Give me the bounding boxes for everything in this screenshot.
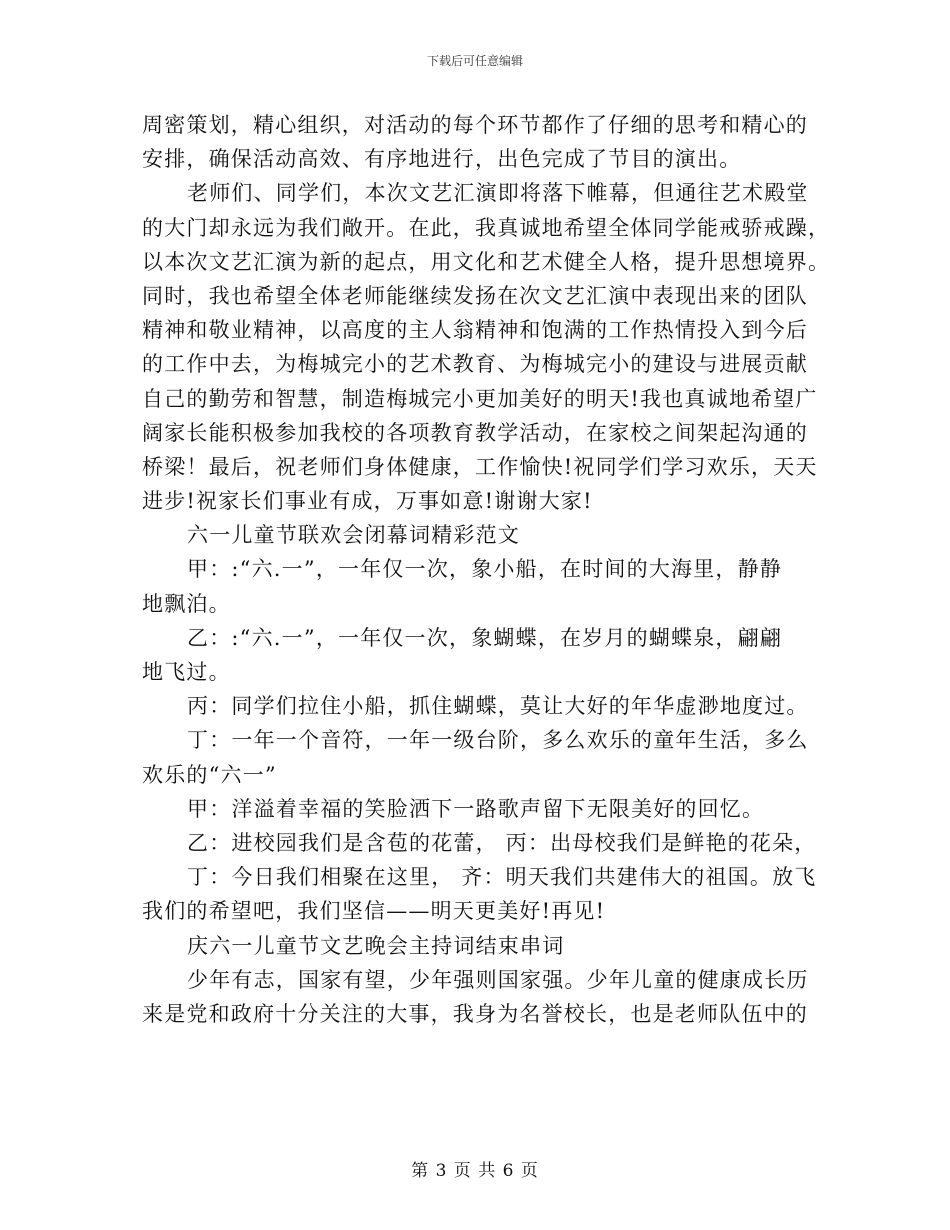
page-header: 下载后可任意编辑 bbox=[426, 54, 523, 68]
text-line: 甲：洋溢着幸福的笑脸洒下一路歌声留下无限美好的回忆。 bbox=[187, 796, 765, 821]
text-line: 欢乐的“六一” bbox=[142, 762, 277, 787]
text-line: 丁：今日我们相聚在这里， 齐：明天我们共建伟大的祖国。放飞 bbox=[187, 865, 817, 890]
text-line: 老师们、同学们，本次文艺汇演即将落下帷幕，但通往艺术殿堂 bbox=[187, 181, 809, 206]
text-line: 安排，确保活动高效、有序地进行，出色完成了节目的演出。 bbox=[142, 147, 742, 172]
page-footer: 第 3 页 共 6 页 bbox=[411, 1161, 539, 1181]
text-line: 桥梁！最后，祝老师们身体健康，工作愉快!祝同学们学习欢乐，天天 bbox=[142, 454, 818, 479]
text-line: 乙：:“六.一”，一年仅一次，象蝴蝶，在岁月的蝴蝶泉，翩翩 bbox=[187, 625, 783, 650]
text-line: 六一儿童节联欢会闭幕词精彩范文 bbox=[187, 523, 520, 548]
text-line: 我们的希望吧，我们坚信——明天更美好!再见! bbox=[142, 899, 606, 924]
text-line: 少年有志，国家有望，少年强则国家强。少年儿童的健康成长历 bbox=[187, 967, 809, 992]
text-line: 地飞过。 bbox=[142, 660, 231, 684]
text-line: 进步!祝家长们事业有成，万事如意!谢谢大家! bbox=[142, 489, 593, 514]
text-line: 周密策划，精心组织，对活动的每个环节都作了仔细的思考和精心的 bbox=[142, 113, 808, 137]
text-line: 地飘泊。 bbox=[142, 591, 231, 616]
text-line: 甲：:“六.一”，一年仅一次，象小船，在时间的大海里，静静 bbox=[187, 557, 783, 582]
text-line: 精神和敬业精神，以高度的主人翁精神和饱满的工作热情投入到今后 bbox=[142, 318, 808, 343]
text-line: 丁：一年一个音符，一年一级台阶，多么欢乐的童年生活，多么 bbox=[187, 728, 809, 753]
text-line: 自己的勤劳和智慧，制造梅城完小更加美好的明天!我也真诚地希望广 bbox=[142, 386, 818, 411]
text-line: 的大门却永远为我们敞开。在此，我真诚地希望全体同学能戒骄戒躁， bbox=[142, 215, 831, 240]
text-line: 以本次文艺汇演为新的起点，用文化和艺术健全人格，提升思想境界。 bbox=[142, 249, 831, 274]
text-line: 庆六一儿童节文艺晚会主持词结束串词 bbox=[187, 933, 565, 958]
text-line: 阔家长能积极参加我校的各项教育教学活动，在家校之间架起沟通的 bbox=[142, 420, 808, 445]
text-line: 丙：同学们拉住小船，抓住蝴蝶，莫让大好的年华虚渺地度过。 bbox=[187, 694, 809, 719]
text-line: 乙：进校园我们是含苞的花蕾， 丙：出母校我们是鲜艳的花朵， bbox=[187, 830, 817, 855]
document-body bbox=[142, 108, 831, 1031]
text-line: 同时，我也希望全体老师能继续发扬在次文艺汇演中表现出来的团队 bbox=[142, 283, 808, 308]
text-line: 来是党和政府十分关注的大事，我身为名誉校长，也是老师队伍中的 bbox=[142, 1001, 808, 1026]
text-line: 的工作中去，为梅城完小的艺术教育、为梅城完小的建设与进展贡献 bbox=[142, 352, 808, 377]
